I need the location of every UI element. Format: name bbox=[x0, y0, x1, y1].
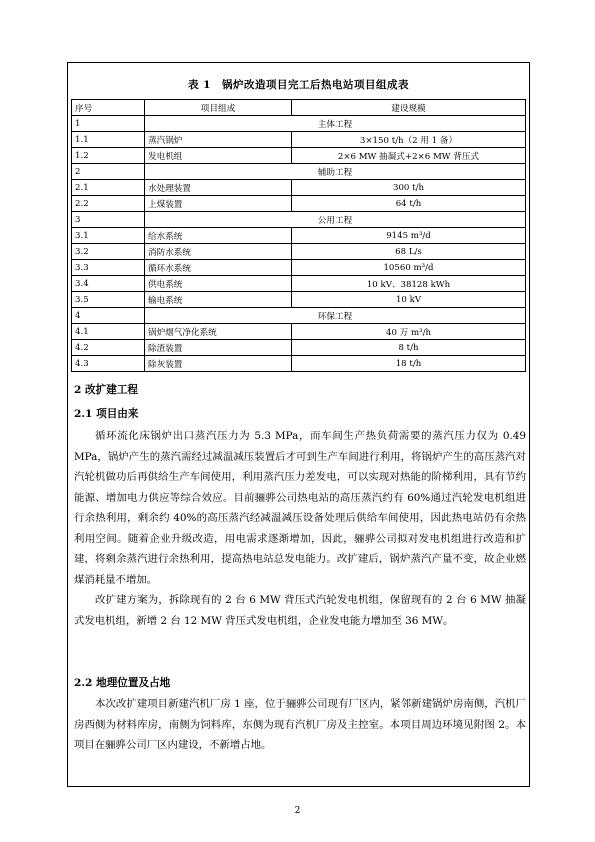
cell-scale: 18 t/h bbox=[292, 356, 526, 372]
header-no: 序号 bbox=[72, 100, 145, 116]
cell-name: 消防水系统 bbox=[145, 244, 292, 260]
cell-no: 3.1 bbox=[72, 228, 145, 244]
cell-no: 4.2 bbox=[72, 340, 145, 356]
cell-category: 主体工程 bbox=[145, 116, 526, 132]
cell-scale: 9145 m³/d bbox=[292, 228, 526, 244]
cell-no: 1 bbox=[72, 116, 145, 132]
cell-scale: 300 t/h bbox=[292, 180, 526, 196]
table-category-row bbox=[72, 164, 526, 180]
table-row bbox=[72, 260, 526, 276]
paragraph: 本次改扩建项目新建汽机厂房 1 座，位于骊骅公司现有厂区内，紧邻新建锅炉房南侧，汽机厂房西侧为材料库房，南侧为饲料库，东侧为现有汽机厂房及主控室。本项目周边环境见附图 2。本项目在骊骅公司厂区内建设，不新增占地。 bbox=[74, 698, 526, 751]
cell-scale: 2×6 MW 抽凝式+2×6 MW 背压式 bbox=[292, 148, 526, 164]
cell-no: 3 bbox=[72, 212, 145, 228]
table-row bbox=[72, 292, 526, 308]
header-scale: 建设规模 bbox=[292, 100, 526, 116]
cell-category: 环保工程 bbox=[145, 308, 526, 324]
section-heading: 2 改扩建工程 bbox=[74, 384, 139, 396]
cell-scale: 8 t/h bbox=[292, 340, 526, 356]
cell-name: 除灰装置 bbox=[145, 356, 292, 372]
cell-category: 辅助工程 bbox=[145, 164, 526, 180]
cell-name: 上煤装置 bbox=[145, 196, 292, 212]
cell-scale: 40 万 m³/h bbox=[292, 324, 526, 340]
table-category-row bbox=[72, 308, 526, 324]
paragraph: 循环流化床锅炉出口蒸汽压力为 5.3 MPa，而车间生产热负荷需要的蒸汽压力仅为 0.49 MPa，锅炉产生的蒸汽需经过减温减压装置后才可到生产车间进行利用，将锅炉产生的高压蒸汽对汽轮机做功后再供给生产车间使用，利用蒸汽压力差发电，可以实现对热能的阶梯利用，具有节约能源、增加电力供应等综合效应。目前骊骅公司热电站的高压蒸汽约有 60%通过汽轮发电机组进行余热利用，剩余约 40%的高压蒸汽经减温减压设备处理后供给车间使用，因此热电站仍有余热利用空间。随着企业升级改造，用电需求逐渐增加，因此，骊骅公司拟对发电机组进行改造和扩建，将剩余蒸汽进行余热利用，提高热电站总发电能力。改扩建后，锅炉蒸汽产量不变，故企业燃煤消耗量不增加。 bbox=[74, 430, 526, 586]
cell-no: 3.4 bbox=[72, 276, 145, 292]
cell-no: 4 bbox=[72, 308, 145, 324]
table-header-row bbox=[72, 100, 526, 116]
cell-no: 1.2 bbox=[72, 148, 145, 164]
content-frame bbox=[67, 62, 530, 787]
paragraph: 改扩建方案为，拆除现有的 2 台 6 MW 背压式汽轮发电机组，保留现有的 2 台 6 MW 抽凝式发电机组，新增 2 台 12 MW 背压式发电机组，企业发电能力增加至 36 MW。 bbox=[74, 594, 526, 627]
cell-scale: 10 kV、38128 kWh bbox=[292, 276, 526, 292]
cell-category: 公用工程 bbox=[145, 212, 526, 228]
section-body bbox=[74, 426, 526, 631]
table-row bbox=[72, 276, 526, 292]
cell-no: 3.2 bbox=[72, 244, 145, 260]
cell-name: 供电系统 bbox=[145, 276, 292, 292]
table-title: 表 1 锅炉改造项目完工后热电站项目组成表 bbox=[188, 79, 409, 91]
cell-no: 2.1 bbox=[72, 180, 145, 196]
table-row bbox=[72, 228, 526, 244]
table-row bbox=[72, 148, 526, 164]
table-row bbox=[72, 244, 526, 260]
cell-name: 锅炉烟气净化系统 bbox=[145, 324, 292, 340]
table-row bbox=[72, 180, 526, 196]
cell-scale: 68 L/s bbox=[292, 244, 526, 260]
cell-scale: 10560 m³/d bbox=[292, 260, 526, 276]
cell-name: 输电系统 bbox=[145, 292, 292, 308]
cell-name: 给水系统 bbox=[145, 228, 292, 244]
table-row bbox=[72, 340, 526, 356]
cell-no: 3.5 bbox=[72, 292, 145, 308]
table-row bbox=[72, 132, 526, 148]
table-row bbox=[72, 324, 526, 340]
table-row bbox=[72, 356, 526, 372]
cell-name: 蒸汽锅炉 bbox=[145, 132, 292, 148]
section-body bbox=[74, 694, 526, 756]
cell-no: 2 bbox=[72, 164, 145, 180]
table-category-row bbox=[72, 212, 526, 228]
page-number: 2 bbox=[294, 806, 301, 816]
cell-scale: 3×150 t/h（2 用 1 备） bbox=[292, 132, 526, 148]
cell-no: 3.3 bbox=[72, 260, 145, 276]
cell-name: 除渣装置 bbox=[145, 340, 292, 356]
cell-no: 1.1 bbox=[72, 132, 145, 148]
cell-name: 发电机组 bbox=[145, 148, 292, 164]
subsection-heading: 2.1 项目由来 bbox=[74, 408, 139, 420]
cell-name: 循环水系统 bbox=[145, 260, 292, 276]
subsection-heading: 2.2 地理位置及占地 bbox=[74, 677, 171, 689]
cell-no: 4.1 bbox=[72, 324, 145, 340]
cell-no: 4.3 bbox=[72, 356, 145, 372]
header-name: 项目组成 bbox=[145, 100, 292, 116]
cell-scale: 10 kV bbox=[292, 292, 526, 308]
cell-scale: 64 t/h bbox=[292, 196, 526, 212]
project-composition-table bbox=[71, 99, 526, 372]
table-category-row bbox=[72, 116, 526, 132]
cell-no: 2.2 bbox=[72, 196, 145, 212]
table-row bbox=[72, 196, 526, 212]
cell-name: 水处理装置 bbox=[145, 180, 292, 196]
